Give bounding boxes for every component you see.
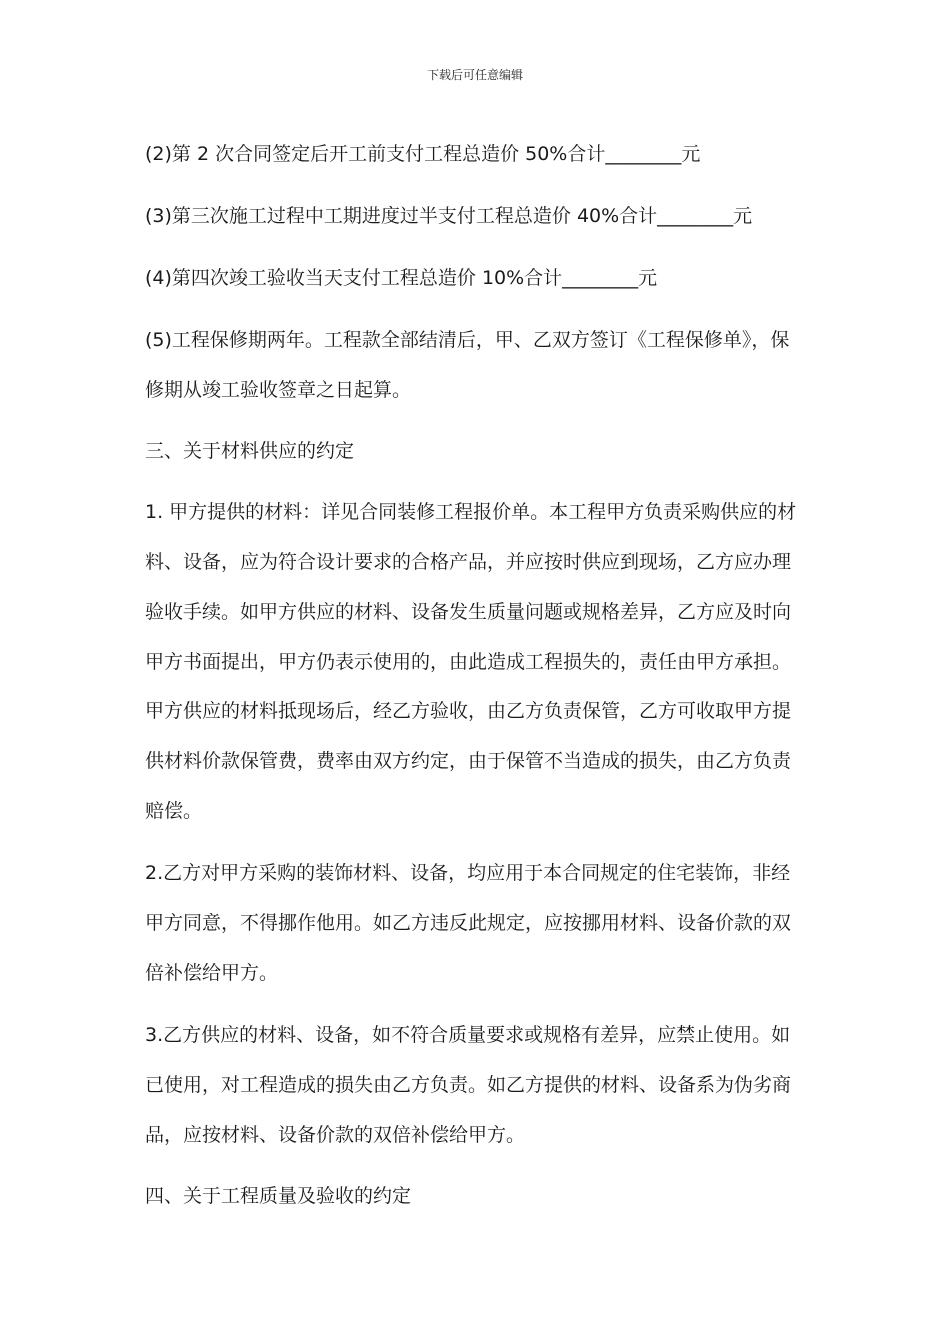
warranty-line-1: (5)工程保修期两年。工程款全部结清后，甲、乙双方签订《工程保修单》，保 — [145, 329, 790, 351]
payment-line-2: (2)第 2 次合同签定后开工前支付工程总造价 50%合计________元 — [145, 143, 701, 165]
clause-2-line-1: 2.乙方对甲方采购的装饰材料、设备，均应用于本合同规定的住宅装饰，非经 — [145, 862, 791, 884]
payment-line-3: (3)第三次施工过程中工期进度过半支付工程总造价 40%合计________元 — [145, 205, 753, 227]
clause-1-line-1: 1. 甲方提供的材料：详见合同装修工程报价单。本工程甲方负责采购供应的材 — [145, 501, 797, 523]
payment-line-4: (4)第四次竣工验收当天支付工程总造价 10%合计________元 — [145, 267, 658, 289]
clause-3-line-1: 3.乙方供应的材料、设备，如不符合质量要求或规格有差异，应禁止使用。如 — [145, 1024, 791, 1046]
section-heading-quality: 四、关于工程质量及验收的约定 — [145, 1185, 412, 1207]
clause-2-line-3: 倍补偿给甲方。 — [145, 962, 279, 984]
clause-3-line-2: 已使用，对工程造成的损失由乙方负责。如乙方提供的材料、设备系为伪劣商 — [145, 1074, 792, 1096]
clause-1-line-5: 甲方供应的材料抵现场后，经乙方验收，由乙方负责保管，乙方可收取甲方提 — [145, 700, 792, 722]
clause-1-line-4: 甲方书面提出，甲方仍表示使用的，由此造成工程损失的，责任由甲方承担。 — [145, 651, 792, 673]
header-note: 下载后可任意编辑 — [426, 68, 523, 82]
clause-1-line-3: 验收手续。如甲方供应的材料、设备发生质量问题或规格差异，乙方应及时向 — [145, 601, 792, 623]
clause-1-line-7: 赔偿。 — [145, 800, 203, 822]
clause-2-line-2: 甲方同意，不得挪作他用。如乙方违反此规定，应按挪用材料、设备价款的双 — [145, 912, 792, 934]
section-heading-materials: 三、关于材料供应的约定 — [145, 440, 355, 462]
clause-1-line-2: 料、设备，应为符合设计要求的合格产品，并应按时供应到现场，乙方应办理 — [145, 551, 792, 573]
clause-3-line-3: 品，应按材料、设备价款的双倍补偿给甲方。 — [145, 1124, 526, 1146]
warranty-line-2: 修期从竣工验收签章之日起算。 — [145, 379, 412, 401]
clause-1-line-6: 供材料价款保管费，费率由双方约定，由于保管不当造成的损失，由乙方负责 — [145, 750, 792, 772]
